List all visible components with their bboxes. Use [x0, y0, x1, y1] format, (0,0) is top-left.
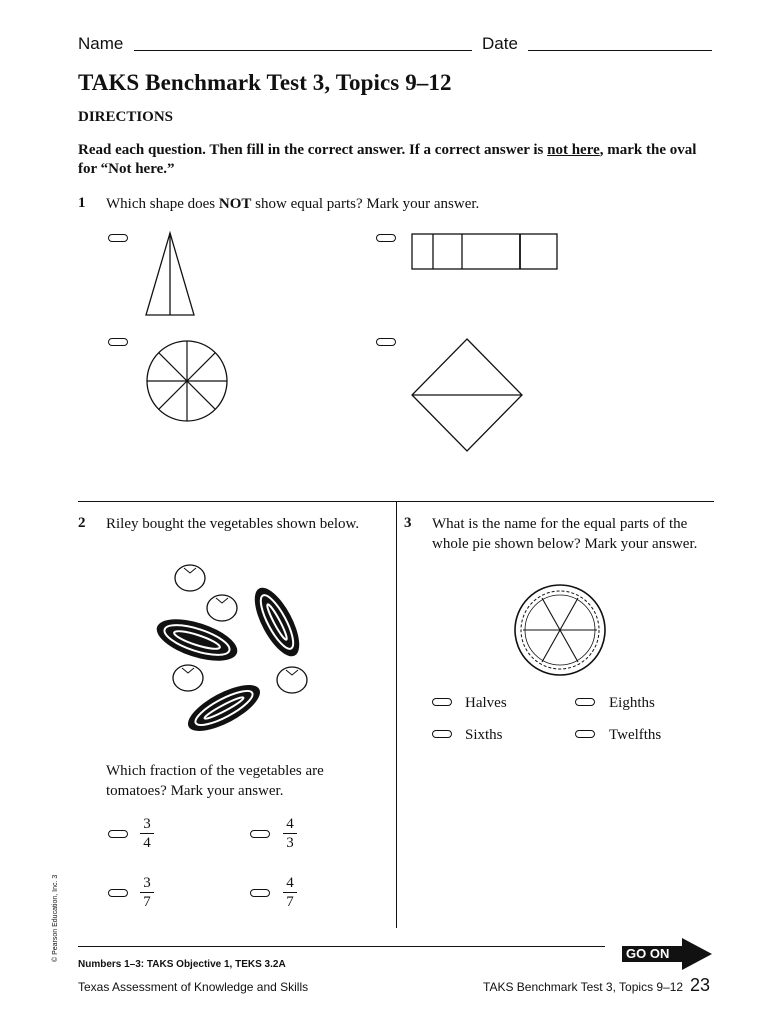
q1-option-c-oval[interactable] — [108, 338, 128, 346]
q1-option-b-oval[interactable] — [376, 234, 396, 242]
q3-number: 3 — [404, 515, 412, 531]
footer-left-text: Texas Assessment of Knowledge and Skills — [78, 980, 309, 994]
directions-heading: DIRECTIONS — [78, 109, 174, 125]
q2-text: Riley bought the vegetables shown below. — [106, 516, 360, 532]
q2-option-a-fraction — [140, 816, 154, 851]
q2-option-d-oval[interactable] — [250, 889, 270, 897]
vegetables-illustration — [152, 560, 322, 740]
q1-text-bold: NOT — [218, 196, 252, 212]
q2-option-d-denominator: 7 — [286, 894, 294, 910]
q2-option-c-denominator: 7 — [143, 894, 151, 910]
footer-right-text: TAKS Benchmark Test 3, Topics 9–12 — [483, 980, 684, 994]
q3-option-sixths-oval[interactable] — [432, 730, 452, 738]
q3-option-eighths-oval[interactable] — [575, 698, 595, 706]
q2-option-b-numerator: 4 — [286, 816, 294, 832]
q2-option-a-numerator: 3 — [143, 816, 151, 832]
q1-option-d-oval[interactable] — [376, 338, 396, 346]
q3-option-twelfths-label: Twelfths — [609, 727, 662, 743]
q2-option-a-denominator: 4 — [143, 835, 151, 851]
q2-option-c-fraction — [140, 875, 154, 910]
pie-illustration — [510, 580, 610, 680]
footer-divider — [78, 946, 605, 947]
q1-diamond-shape — [408, 336, 526, 454]
q2-option-b-denominator: 3 — [286, 835, 294, 851]
q2-option-c-numerator: 3 — [143, 875, 151, 891]
q1-triangle-shape — [140, 230, 200, 318]
q1-circle-shape — [144, 338, 230, 424]
q3-option-halves-oval[interactable] — [432, 698, 452, 706]
page-number: 23 — [690, 975, 711, 995]
q1-text — [106, 194, 479, 214]
q3-option-sixths-label: Sixths — [465, 727, 503, 743]
date-field-line[interactable] — [528, 50, 712, 51]
q2-option-b-oval[interactable] — [250, 830, 270, 838]
q2-option-b-fraction — [283, 816, 297, 851]
q3-option-halves-label: Halves — [465, 695, 507, 711]
date-label: Date — [482, 34, 518, 53]
q1-rectangle-shape — [410, 232, 560, 272]
q1-number: 1 — [78, 195, 86, 211]
column-divider — [396, 501, 397, 928]
q1-text-before: Which shape does — [106, 196, 219, 212]
directions-text-part1: Read each question. Then fill in the correct answer. If a correct answer is — [78, 142, 548, 158]
directions-underlined: not here — [547, 142, 600, 158]
q1-option-a-oval[interactable] — [108, 234, 128, 242]
name-label: Name — [78, 34, 124, 53]
q1-text-after: show equal parts? Mark your answer. — [251, 196, 480, 212]
q2-question: Which fraction of the vegetables are tomatoes? Mark your answer. — [106, 763, 324, 799]
q3-option-twelfths-oval[interactable] — [575, 730, 595, 738]
name-field-line[interactable] — [134, 50, 472, 51]
directions-text — [78, 141, 718, 179]
q2-option-c-oval[interactable] — [108, 889, 128, 897]
page-title: TAKS Benchmark Test 3, Topics 9–12 — [78, 70, 452, 95]
q3-option-eighths-label: Eighths — [609, 695, 655, 711]
copyright-notice: © Pearson Education, Inc. 3 — [52, 874, 59, 962]
q2-option-d-numerator: 4 — [286, 875, 294, 891]
objective-note: Numbers 1–3: TAKS Objective 1, TEKS 3.2A — [78, 959, 286, 970]
directions-text-part2: , mark the oval for “Not here.” — [78, 142, 697, 177]
q2-option-a-oval[interactable] — [108, 830, 128, 838]
q2-option-d-fraction — [283, 875, 297, 910]
q2-number: 2 — [78, 515, 86, 531]
go-on-label: GO ON — [626, 946, 670, 961]
q3-text: What is the name for the equal parts of the whole pie shown below? Mark your answer. — [432, 516, 698, 552]
